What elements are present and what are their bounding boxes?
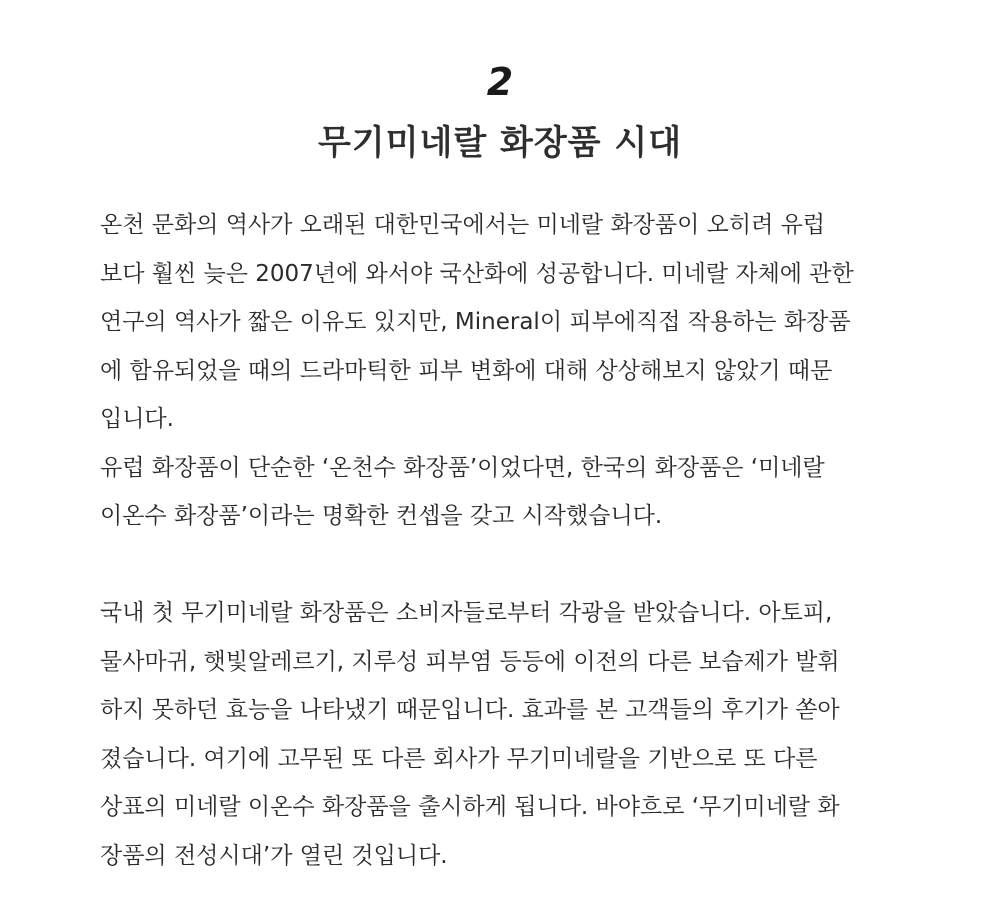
text-line: 유럽 화장품이 단순한 ‘온천수 화장품’이었다면, 한국의 화장품은 ‘미네랄 [100, 454, 825, 481]
text-line: 물사마귀, 햇빛알레르기, 지루성 피부염 등등에 이전의 다른 보습제가 발휘 [100, 648, 840, 675]
chapter-number: 2 [486, 60, 514, 104]
text-line: 이온수 화장품’이라는 명확한 컨셉을 갖고 시작했습니다. [100, 503, 663, 529]
text-line: 상표의 미네랄 이온수 화장품을 출시하게 됩니다. 바야흐로 ‘무기미네랄 화 [100, 794, 840, 820]
paragraph [100, 201, 910, 444]
text-line: 하지 못하던 효능을 나타냈기 때문입니다. 효과를 본 고객들의 후기가 쏟아 [100, 697, 840, 723]
text-line: 에 함유되었을 때의 드라마틱한 피부 변화에 대해 상상해보지 않았기 때문 [100, 357, 833, 384]
text-line: 보다 훨씬 늦은 2007년에 와서야 국산화에 성공합니다. 미네랄 자체에 관한 [100, 260, 854, 287]
text-line: 연구의 역사가 짧은 이유도 있지만, Mineral이 피부에직접 작용하는 화장품 [100, 309, 851, 335]
paragraph [100, 589, 910, 880]
text-line: 졌습니다. 여기에 고무된 또 다른 회사가 무기미네랄을 기반으로 또 다른 [100, 745, 818, 772]
body-text [100, 201, 910, 880]
text-line: 온천 문화의 역사가 오래된 대한민국에서는 미네랄 화장품이 오히려 유럽 [100, 212, 826, 238]
text-line: 장품의 전성시대’가 열린 것입니다. [100, 842, 448, 869]
text-line: 국내 첫 무기미네랄 화장품은 소비자들로부터 각광을 받았습니다. 아토피, [100, 600, 833, 626]
chapter-title: 무기미네랄 화장품 시대 [317, 123, 683, 163]
paragraph-spacer [100, 541, 910, 590]
text-line: 입니다. [100, 406, 174, 432]
paragraph [100, 444, 910, 541]
